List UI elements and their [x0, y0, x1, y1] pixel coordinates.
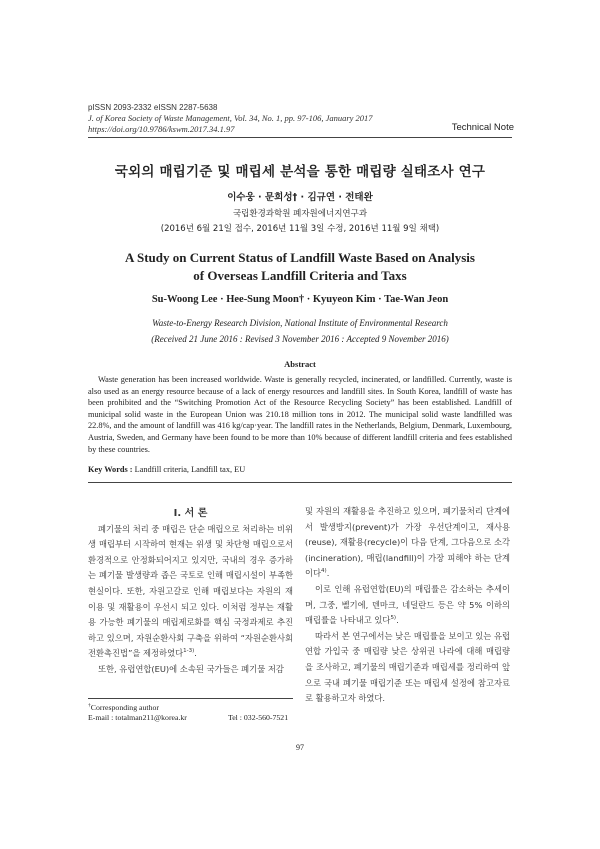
abstract-heading: Abstract — [284, 359, 316, 369]
body-paragraph-1-text: 폐기물의 처리 중 매립은 단순 매립으로 처리하는 비위생 매립부터 시작하여 현재는 위생 및 차단형 매립으로서 환경적으로 안정화되어지고 있지만, 국내의 경우 증가하는 폐기물 발생량과 좁은 국토로 인해 매립시설이 부족한 현실이다. 또한, 자원고갈로 인해 매립보다는 자원의 재이용 및 재활용이 우선시 되고 있다. 이처럼 정부는 재활용 가능한 폐기물의 매립제로화를 핵심 국정과제로 추진하고 있으며, 자원순환사회 구축을 위하여 “자원순환사회전환촉진법”을 제정하였다 — [88, 523, 293, 659]
reference-marker: 1-3) — [183, 648, 195, 655]
keywords-value: Landfill criteria, Landfill tax, EU — [132, 465, 246, 474]
body-paragraph-4 — [305, 582, 510, 629]
footnote-tel: Tel : 032-560-7521 — [228, 713, 289, 722]
abstract-text: Waste generation has been increased worldwide. Waste is generally recycled, incinerated, or landfilled. Currently, waste is also used as an energy resource because of a lack of energy resources and landfill sites. In South Korea, landfill of waste has been prohibited and the “Switching Promotion Act of the Resource Recycling Society” has been established. Landfill of municipal solid waste in the European Union was 210.18 million tons in 2012. The municipal solid waste landfilled was 22.8%, and the amount of landfill was 416 kg/cap·year. The landfill rates in the Netherlands, Belgium, Denmark, Luxembourg, Austria, Sweden, and Germany have been found to be more than 10% because of different landfill criteria and fees established by these countries. — [88, 375, 512, 454]
journal-citation — [88, 113, 373, 124]
body-paragraph-5: 따라서 본 연구에서는 낮은 매립률을 보이고 있는 유럽연합 가입국 중 매립량 낮은 상위권 나라에 대해 매립량을 조사하고, 폐기물의 매립기준과 매립세를 정리하여 앞으로 국내 폐기물 매립기준 또는 매립세 설정에 참고자료로 활용하고자 하였다. — [305, 630, 510, 704]
korean-dates: (2016년 6월 21일 접수, 2016년 11월 3일 수정, 2016년 11월 9일 채택) — [160, 224, 440, 234]
keywords-label: Key Words : — [88, 465, 133, 474]
korean-title: 국외의 매립기준 및 매립세 분석을 통한 매립량 실태조사 연구 — [114, 164, 486, 180]
journal-citation-text: J. of Korea Society of Waste Management, Vol. 34, No. 1, pp. 97-106, January 2017 — [88, 113, 373, 123]
body-paragraph-3-end: . — [326, 568, 330, 579]
english-title — [60, 249, 540, 285]
header-rule — [88, 137, 512, 138]
body-paragraph-2: 또한, 유럽연합(EU)에 소속된 국가들은 폐기물 저감 — [98, 663, 284, 674]
korean-affiliation: 국립환경과학원 폐자원에너지연구과 — [232, 209, 368, 219]
reference-marker: 4) — [321, 568, 327, 575]
section-heading-introduction: I. 서 론 — [173, 508, 208, 519]
issn-line: pISSN 2093-2332 eISSN 2287-5638 — [88, 103, 218, 112]
korean-authors: 이수웅 · 문희성† · 김규연 · 전태완 — [227, 192, 373, 203]
article-type: Technical Note — [451, 122, 514, 133]
english-dates: (Received 21 June 2016 : Revised 3 November 2016 : Accepted 9 November 2016) — [151, 334, 449, 344]
body-paragraph-3 — [305, 504, 510, 582]
footnote-rule — [88, 698, 293, 699]
page-number: 97 — [296, 743, 304, 752]
reference-marker: 5) — [390, 615, 397, 622]
body-column-left — [88, 506, 293, 678]
abstract-rule — [88, 482, 512, 483]
body-paragraph-4-end: . — [396, 615, 399, 626]
body-column-right — [305, 504, 510, 707]
keywords — [88, 465, 245, 474]
dagger-mark: † — [88, 702, 91, 709]
body-paragraph-1-end: . — [194, 648, 197, 659]
footnote-corresponding — [88, 703, 159, 713]
english-authors: Su-Woong Lee · Hee-Sung Moon† · Kyuyeon Kim · Tae-Wan Jeon — [151, 294, 449, 305]
footnote-label: Corresponding author — [90, 703, 159, 712]
body-paragraph-3-text: 및 자원의 재활용을 추진하고 있으며, 폐기물처리 단계에서 발생방지(prevent)가 가장 우선단계이고, 재사용(reuse), 재활용(recycle)이 다음 단계, 그다음으로 소각(incineration), 매립(landfill)이 가장 피해야 하는 단계이다 — [305, 506, 510, 579]
footnote-email: E-mail : totalman211@korea.kr — [88, 713, 187, 722]
doi-line — [88, 124, 235, 135]
body-paragraph-4-text: 이로 인해 유럽연합(EU)의 매립률은 감소하는 추세이며, 그중, 벨기에, 덴마크, 네덜란드 등은 약 5% 이하의 매립률을 나타내고 있다 — [305, 583, 510, 626]
body-paragraph-1 — [88, 522, 293, 662]
doi-link[interactable]: https://doi.org/10.9786/kswm.2017.34.1.97 — [88, 124, 235, 134]
english-title-line2: of Overseas Landfill Criteria and Taxs — [193, 268, 407, 283]
english-affiliation: Waste-to-Energy Research Division, National Institute of Environmental Research — [152, 318, 448, 328]
english-title-line1: A Study on Current Status of Landfill Waste Based on Analysis — [125, 250, 475, 265]
